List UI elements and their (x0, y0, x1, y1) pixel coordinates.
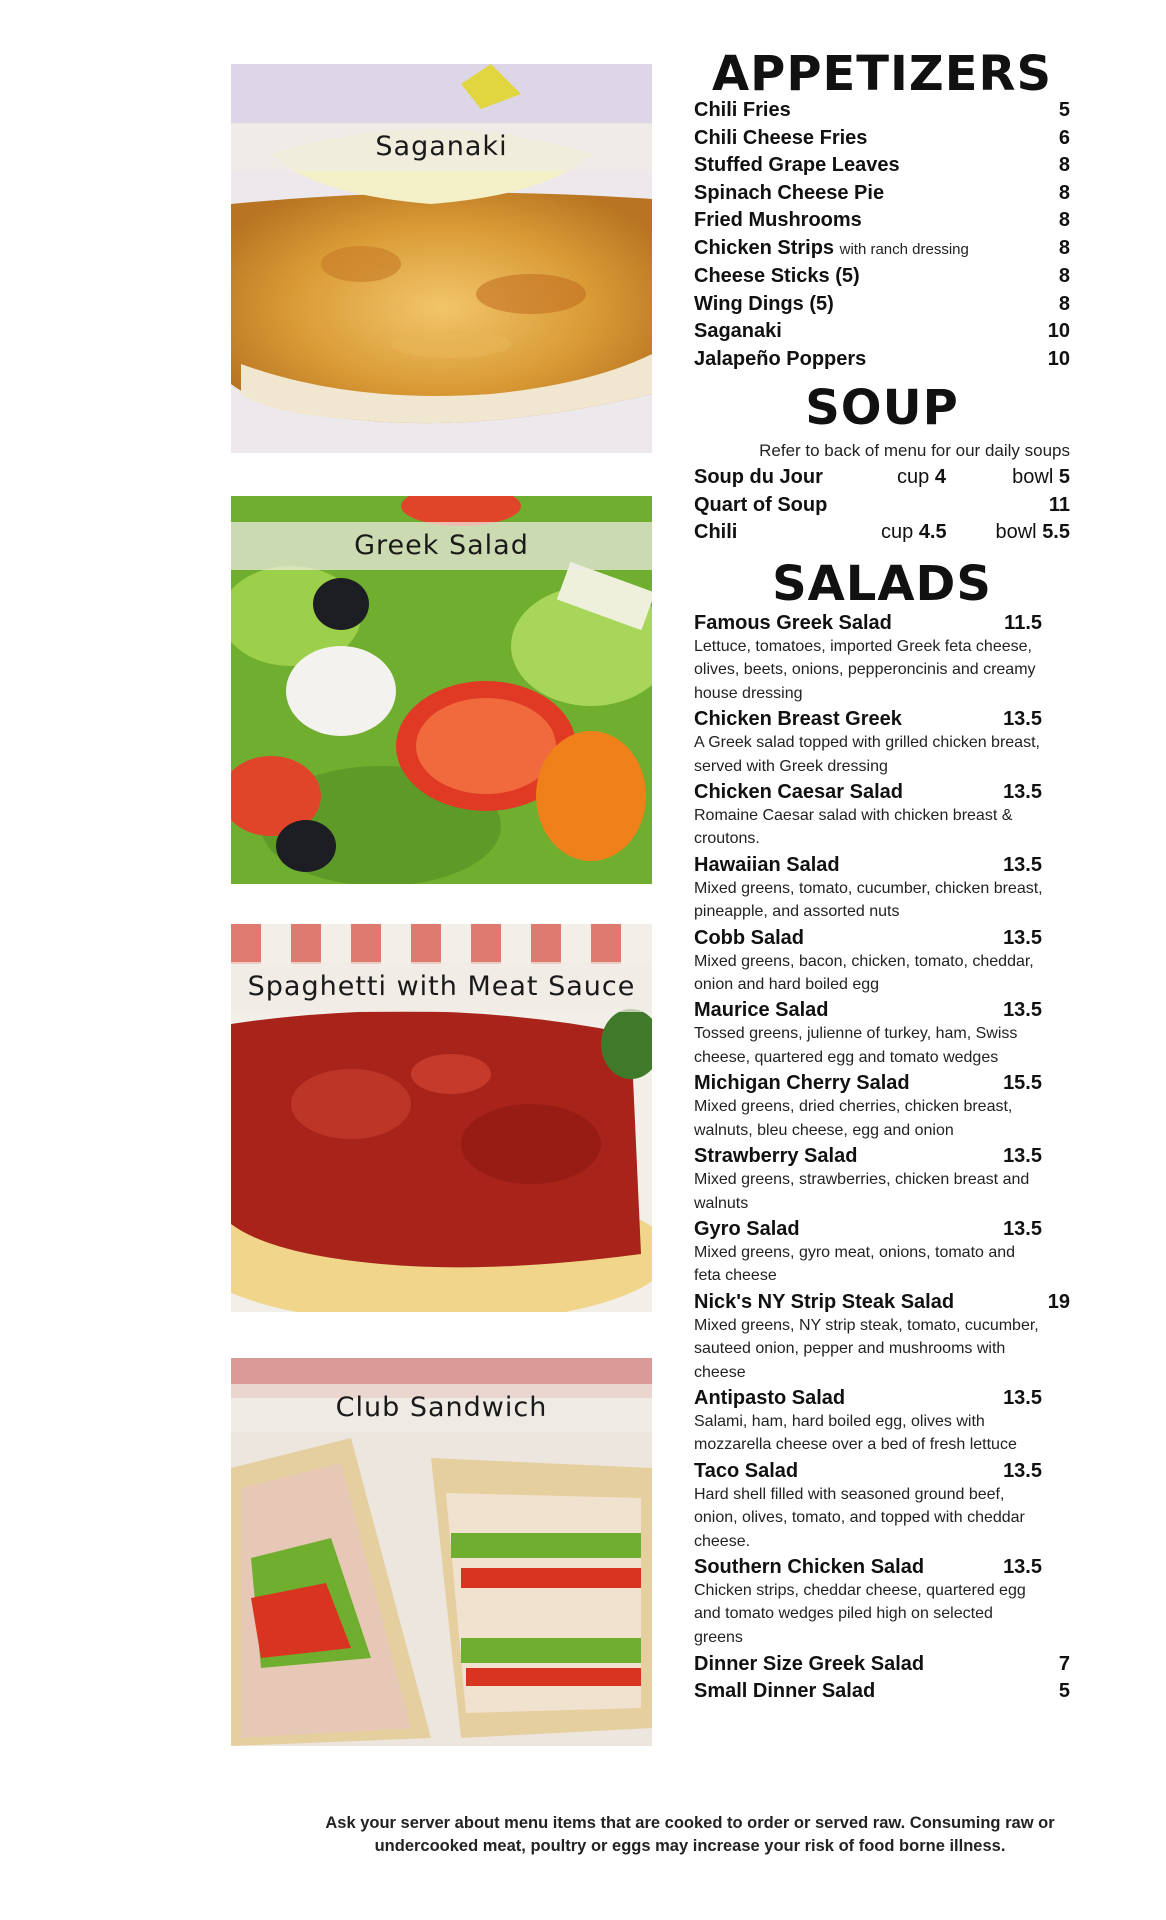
item-name: Strawberry Salad (694, 1145, 858, 1168)
item-price: 13.5 (1003, 926, 1042, 949)
item-note: with ranch dressing (839, 240, 969, 258)
item-name: Saganaki (694, 320, 782, 342)
appetizer-item (694, 180, 1070, 208)
salad-item (694, 1144, 1070, 1215)
item-name: Dinner Size Greek Salad (694, 1653, 925, 1676)
salad-item (694, 1217, 1070, 1288)
item-name: Jalapeño Poppers (694, 347, 867, 370)
item-name: Chicken Breast Greek (694, 708, 902, 731)
item-price: 8 (1058, 292, 1070, 315)
item-price: 19 (1047, 1290, 1070, 1313)
salad-item (694, 780, 1070, 851)
item-name: Wing Dings (5) (694, 292, 834, 315)
appetizer-item (694, 235, 1070, 264)
salads-heading: SALADS (772, 556, 992, 612)
notice-line: undercooked meat, poultry or eggs may increase your risk of food borne illness. (374, 1837, 1006, 1855)
item-price: 8 (1058, 265, 1070, 287)
appetizer-item (694, 207, 1070, 235)
item-price: 13.5 (1003, 1555, 1042, 1578)
appetizer-item (694, 97, 1070, 125)
salad-item (694, 1459, 1070, 1553)
item-price: 13.5 (1003, 708, 1042, 731)
item-name: Small Dinner Salad (694, 1680, 876, 1703)
item-name: Taco Salad (694, 1459, 799, 1482)
item-price: 10 (1047, 347, 1070, 370)
item-name: Maurice Salad (694, 999, 829, 1022)
item-price: 13.5 (1003, 781, 1042, 804)
cup-price: cup 4 (897, 466, 946, 488)
salad-item (694, 853, 1070, 924)
item-name: Antipasto Salad (694, 1386, 846, 1409)
item-name: Chili Fries (694, 99, 791, 121)
item-price: 13.5 (1003, 1386, 1042, 1409)
appetizer-item (694, 346, 1070, 374)
item-price: 13.5 (1003, 1145, 1042, 1168)
salad-item (694, 611, 1070, 705)
spaghetti-photo (231, 924, 652, 1312)
item-name: Cheese Sticks (5) (694, 265, 860, 287)
item-name: Quart of Soup (694, 493, 828, 516)
item-name: Spinach Cheese Pie (694, 181, 885, 204)
item-description: Mixed greens, strawberries, chicken breast and walnuts (694, 1171, 1030, 1212)
club-sandwich-photo (231, 1358, 652, 1746)
bowl-price: bowl 5 (1012, 466, 1070, 488)
salad-item (694, 1651, 1070, 1678)
item-price: 8 (1058, 236, 1070, 259)
item-name: Nick's NY Strip Steak Salad (694, 1290, 955, 1313)
item-name: Michigan Cherry Salad (694, 1072, 910, 1095)
item-description: Chicken strips, cheddar cheese, quartered egg and tomato wedges piled high on selected greens (694, 1581, 1026, 1646)
appetizers-list (694, 97, 1070, 373)
appetizer-item (694, 263, 1070, 291)
bowl-price: bowl 5.5 (995, 521, 1070, 543)
item-description: Tossed greens, julienne of turkey, ham, Swiss cheese, quartered egg and tomato wedges (694, 1025, 1018, 1066)
soup-item (694, 492, 1070, 520)
soup-item (694, 519, 1070, 547)
item-price: 11.5 (1004, 612, 1042, 634)
item-name: Southern Chicken Salad (694, 1555, 925, 1578)
salad-item (694, 1555, 1070, 1649)
item-description: Mixed greens, tomato, cucumber, chicken breast, pineapple, and assorted nuts (694, 879, 1043, 921)
bowl-price: 11 (1048, 493, 1070, 516)
item-price: 15.5 (1003, 1072, 1042, 1095)
item-price: 5 (1058, 1680, 1070, 1703)
item-name: Soup du Jour (694, 466, 823, 488)
item-description: Mixed greens, gyro meat, onions, tomato and feta cheese (694, 1243, 1016, 1285)
item-price: 13.5 (1003, 853, 1042, 876)
item-price: 10 (1047, 320, 1070, 342)
salad-item (694, 1071, 1070, 1142)
soup-heading: SOUP (805, 380, 959, 436)
photo-caption: Spaghetti with Meat Sauce (231, 962, 652, 1012)
salad-item (694, 998, 1070, 1069)
soup-list (694, 438, 1070, 547)
appetizers-heading: APPETIZERS (711, 46, 1053, 102)
salad-item (694, 926, 1070, 997)
item-price: 13.5 (1003, 1459, 1042, 1482)
item-name: Famous Greek Salad (694, 612, 892, 634)
photo-caption: Greek Salad (231, 522, 652, 570)
soup-note: Refer to back of menu for our daily soups (759, 441, 1070, 460)
item-price: 13.5 (1003, 1217, 1042, 1240)
item-name: Chicken Strips (694, 236, 835, 259)
item-price: 6 (1058, 126, 1070, 149)
item-price: 7 (1058, 1653, 1070, 1676)
food-safety-notice (280, 1812, 1100, 1858)
photo-caption: Club Sandwich (231, 1384, 652, 1432)
saganaki-photo (231, 64, 652, 453)
item-description: A Greek salad topped with grilled chicken breast, served with Greek dressing (694, 734, 1040, 775)
item-description: Salami, ham, hard boiled egg, olives with mozzarella cheese over a bed of fresh lettuce (694, 1412, 1017, 1454)
salad-item (694, 1386, 1070, 1457)
item-name: Chili (694, 521, 738, 543)
salad-item (694, 707, 1070, 778)
item-name: Fried Mushrooms (694, 209, 862, 231)
appetizer-item (694, 125, 1070, 153)
item-price: 13.5 (1003, 999, 1042, 1022)
item-description: Mixed greens, bacon, chicken, tomato, cheddar, onion and hard boiled egg (694, 952, 1034, 994)
item-name: Chili Cheese Fries (694, 126, 868, 149)
item-description: Hard shell filled with seasoned ground beef, onion, olives, tomato, and topped with cheddar cheese. (694, 1485, 1025, 1550)
salads-list (694, 611, 1070, 1705)
photo-caption: Saganaki (231, 123, 652, 171)
item-description: Romaine Caesar salad with chicken breast & croutons. (694, 807, 1013, 848)
appetizer-item (694, 318, 1070, 346)
appetizer-item (694, 152, 1070, 180)
item-name: Stuffed Grape Leaves (694, 154, 900, 176)
item-name: Chicken Caesar Salad (694, 781, 903, 804)
cup-price: cup 4.5 (881, 521, 947, 543)
appetizer-item (694, 291, 1070, 319)
notice-line: Ask your server about menu items that are cooked to order or served raw. Consuming raw or (325, 1814, 1055, 1832)
item-description: Lettuce, tomatoes, imported Greek feta cheese, olives, beets, onions, pepperoncinis and creamy house dressing (694, 638, 1036, 702)
salad-item (694, 1290, 1070, 1384)
item-name: Hawaiian Salad (694, 853, 840, 876)
item-name: Cobb Salad (694, 926, 805, 949)
greek-salad-photo (231, 496, 652, 884)
item-price: 8 (1058, 209, 1070, 231)
item-price: 5 (1058, 99, 1070, 121)
item-name: Gyro Salad (694, 1217, 800, 1240)
salad-item (694, 1678, 1070, 1705)
item-price: 8 (1058, 154, 1070, 176)
item-price: 8 (1058, 181, 1070, 204)
soup-item (694, 464, 1070, 492)
item-description: Mixed greens, dried cherries, chicken breast, walnuts, bleu cheese, egg and onion (694, 1098, 1013, 1139)
item-description: Mixed greens, NY strip steak, tomato, cucumber, sauteed onion, pepper and mushrooms with cheese (694, 1316, 1039, 1381)
